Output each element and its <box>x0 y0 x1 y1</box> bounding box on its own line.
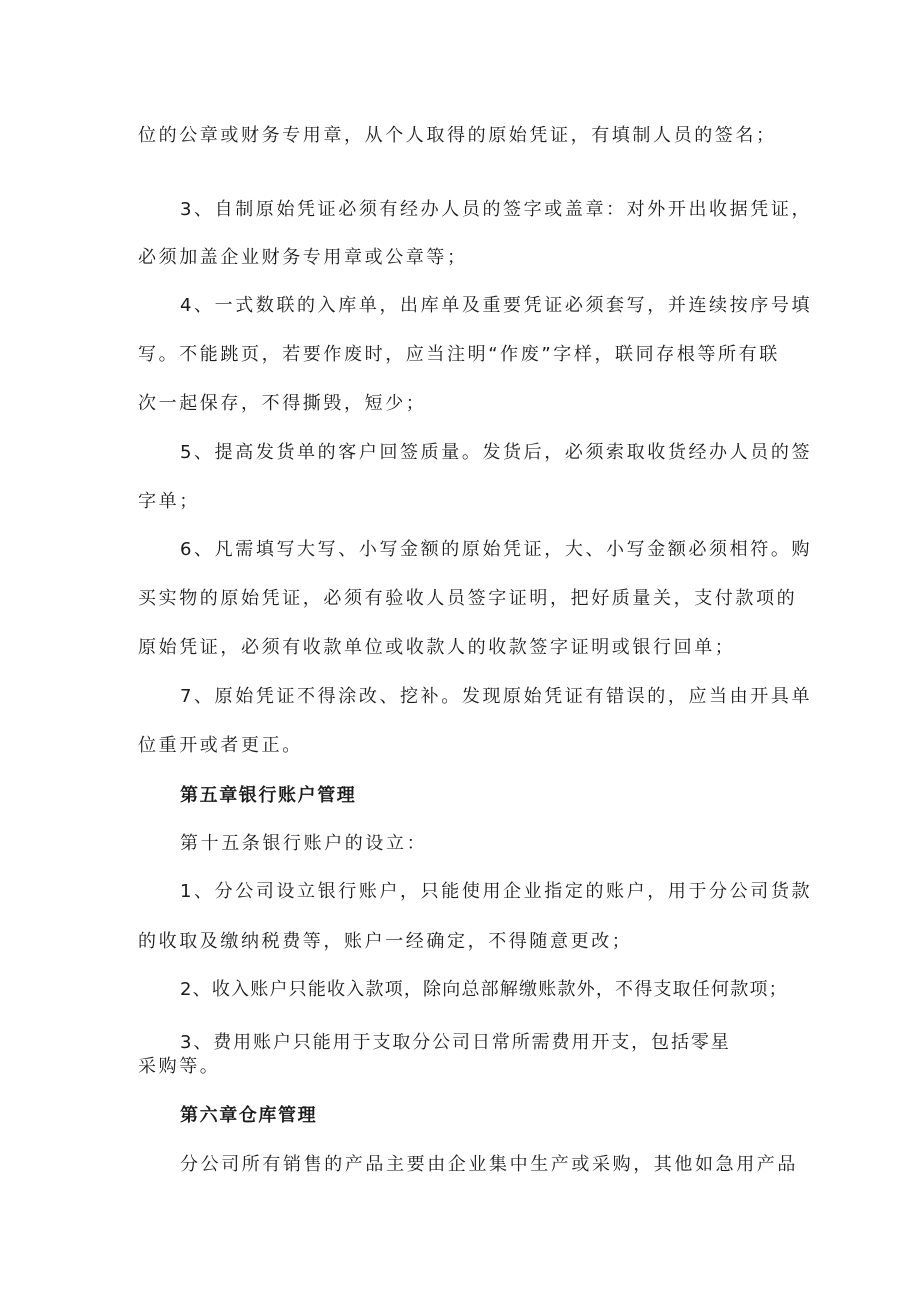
ch5-item-1-line2: 的收取及缴纳税费等，账户一经确定，不得随意更改； <box>138 931 633 952</box>
item-6-line3: 原始凭证，必须有收款单位或收款人的收款签字证明或银行回单； <box>138 637 736 658</box>
chapter-5-heading: 第五章银行账户管理 <box>180 785 357 806</box>
chapter-6-heading: 第六章仓库管理 <box>180 1105 318 1126</box>
ch5-item-1-line1: 1、分公司设立银行账户，只能使用企业指定的账户，用于分公司货款 <box>180 881 813 902</box>
item-5-line1: 5、提高发货单的客户回签质量。发货后，必须索取收货经办人员的签 <box>180 442 813 463</box>
item-6-line2: 买实物的原始凭证，必须有验收人员签字证明，把好质量关，支付款项的 <box>138 588 798 609</box>
item-3-line2: 必须加盖企业财务专用章或公章等； <box>138 247 468 268</box>
item-4-line3: 次一起保存，不得撕毁，短少； <box>138 393 427 414</box>
ch5-item-3-line2: 采购等。 <box>138 1056 221 1077</box>
carryover-line: 位的公章或财务专用章，从个人取得的原始凭证，有填制人员的签名； <box>138 125 777 146</box>
item-7-line1: 7、原始凭证不得涂改、挖补。发现原始凭证有错误的，应当由开具单 <box>180 686 813 707</box>
article-15: 第十五条银行账户的设立： <box>180 833 428 854</box>
item-5-line2: 字单； <box>138 491 200 512</box>
item-7-line2: 位重开或者更正。 <box>138 735 303 756</box>
item-6-line1: 6、凡需填写大写、小写金额的原始凭证，大、小写金额必须相符。购 <box>180 539 813 560</box>
item-4-line1: 4、一式数联的入库单，出库单及重要凭证必须套写，并连续按序号填 <box>180 295 813 316</box>
ch5-item-2-line1: 2、收入账户只能收入款项，除向总部解缴账款外，不得支取任何款项； <box>180 979 788 1000</box>
item-4-line2: 写。不能跳页，若要作废时，应当注明“作废”字样，联同存根等所有联 <box>138 344 780 365</box>
ch5-item-3-line1: 3、费用账户只能用于支取分公司日常所需费用开支，包括零星 <box>180 1032 731 1053</box>
item-3-line1: 3、自制原始凭证必须有经办人员的签字或盖章：对外开出收据凭证， <box>180 199 813 220</box>
chapter-6-paragraph-line1: 分公司所有销售的产品主要由企业集中生产或采购，其他如急用产品 <box>180 1154 798 1175</box>
